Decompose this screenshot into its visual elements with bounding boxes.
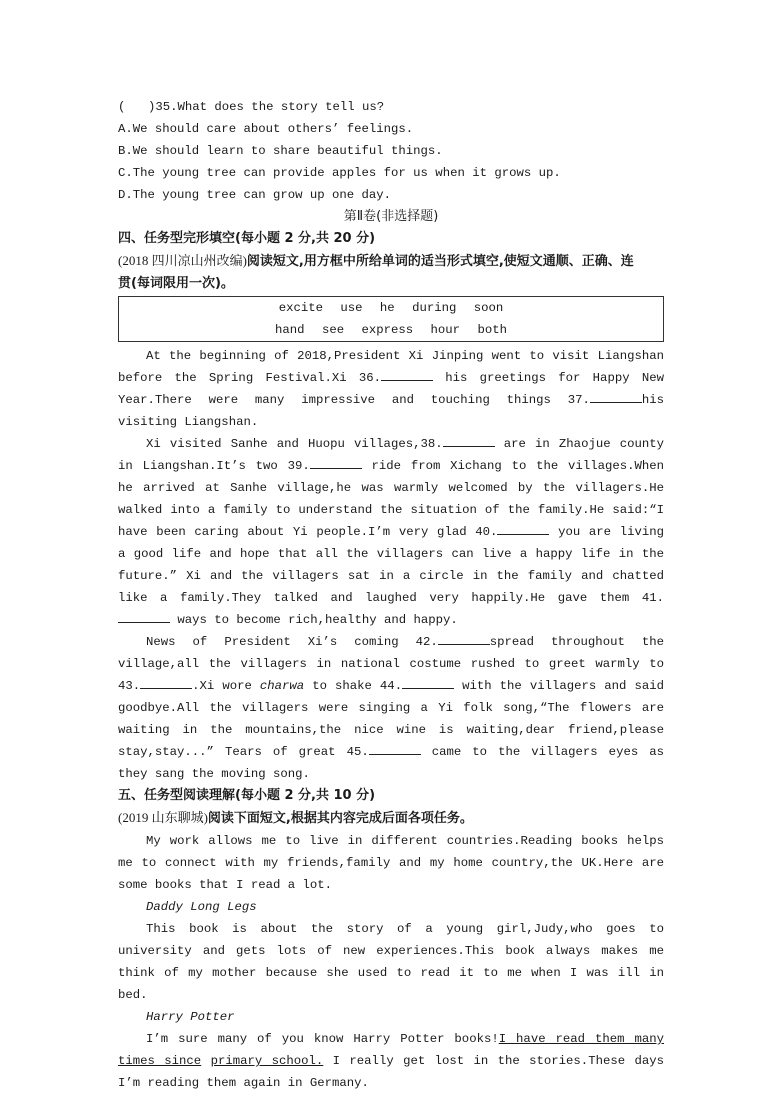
passage-paragraph-2: Xi visited Sanhe and Huopu villages,38. are in Zhaojue county in Liangshan.It’s two 39. ride from Xichang to the villages.When he arrived at Sanhe village,he was warmly welcomed by the villagers.He walked into a family to understand the situation of the family.He said:“I have been caring about Yi people.I’m very glad 40. you are living a good life and hope that all the villagers can live a happy life in the future.” Xi and the villagers sat in a circle in the family and chatted like a family.They talked and laughed very happily.He gave them 41. ways to become rich,healthy and happy. <box>118 433 664 631</box>
word: both <box>477 323 507 337</box>
underlined-sentence: I have read them many times since <box>118 1032 665 1068</box>
word: soon <box>473 301 504 315</box>
section5-instruction-text: 阅读下面短文,根据其内容完成后面各项任务。 <box>207 811 473 826</box>
question-stem: )35.What does the story tell us? <box>148 100 385 114</box>
blank-38[interactable] <box>443 434 495 447</box>
blank-44[interactable] <box>402 676 454 689</box>
blank-42[interactable] <box>438 632 490 645</box>
book1-paragraph: This book is about the story of a young girl,Judy,who goes to university and gets lots of new experiences.This book always makes me think of my mother because she used to read it to me when I was ill in bed. <box>118 922 664 1002</box>
option-a: A.We should care about others’ feelings. <box>118 122 414 136</box>
section5-source: (2019 山东聊城) <box>118 810 208 825</box>
blank-41[interactable] <box>118 610 170 623</box>
part2-title: 第Ⅱ卷(非选择题) <box>343 209 439 224</box>
section5-title: 五、任务型阅读理解(每小题 2 分,共 10 分) <box>118 788 376 803</box>
section4-instruction-a: 阅读短文,用方框中所给单词的适当形式填空,使短文通顺、正确、连 <box>246 254 634 269</box>
book1-title: Daddy Long Legs <box>146 900 257 914</box>
word: during <box>412 301 457 315</box>
question-35 <box>118 96 664 118</box>
section4-instruction <box>118 250 664 273</box>
word: see <box>321 323 345 337</box>
word: use <box>340 301 363 315</box>
word: hand <box>275 323 305 337</box>
word-box-row-1 <box>119 297 663 319</box>
word-box-row-2 <box>119 319 663 341</box>
answer-paren[interactable]: ( <box>118 100 126 114</box>
blank-39[interactable] <box>310 456 362 469</box>
blank-43[interactable] <box>140 676 192 689</box>
book2-title: Harry Potter <box>146 1010 235 1024</box>
word: express <box>361 323 414 337</box>
section4-title: 四、任务型完形填空(每小题 2 分,共 20 分) <box>118 231 376 246</box>
section5-instruction <box>118 807 664 830</box>
book2-paragraph: I’m sure many of you know Harry Potter books!I have read them many times since primary school. I really get lost in the stories.These days I’m reading them again in Germany. <box>118 1032 665 1090</box>
section4-instruction-b: 贯(每词限用一次)。 <box>118 276 234 291</box>
word: hour <box>430 323 461 337</box>
option-b: B.We should learn to share beautiful things. <box>118 144 443 158</box>
blank-37[interactable] <box>590 390 642 403</box>
page <box>118 96 664 1094</box>
option-d: D.The young tree can grow up one day. <box>118 188 392 202</box>
passage-paragraph-3: News of President Xi’s coming 42. spread throughout the village,all the villagers in national costume rushed to greet warmly to 43. .Xi wore charwa to shake 44. with the villagers and said goodbye.All the villagers were singing a Yi folk song,“The flowers are waiting in the mountains,the nice wine is waiting,dear friend,please stay,stay...” Tears of great 45. came to the villagers eyes as they sang the moving song. <box>118 631 664 785</box>
passage-paragraph-1: At the beginning of 2018,President Xi Jinping went to visit Liangshan before the Spring Festival.Xi 36. his greetings for Happy New Year.There were many impressive and touching things 37. his visiting Liangshan. <box>118 349 664 429</box>
blank-45[interactable] <box>369 742 421 755</box>
blank-36[interactable] <box>381 368 433 381</box>
intro-paragraph: My work allows me to live in different countries.Reading books helps me to connect with my friends,family and my home country,the UK.Here are some books that I read a lot. <box>118 834 664 892</box>
underlined-sentence-end: primary school. <box>210 1054 324 1068</box>
section4-source: (2018 四川凉山州改编) <box>118 253 247 268</box>
word: excite <box>278 301 323 315</box>
option-c: C.The young tree can provide apples for us when it grows up. <box>118 166 561 180</box>
blank-40[interactable] <box>497 522 549 535</box>
word: he <box>379 301 395 315</box>
word-box <box>118 296 664 342</box>
